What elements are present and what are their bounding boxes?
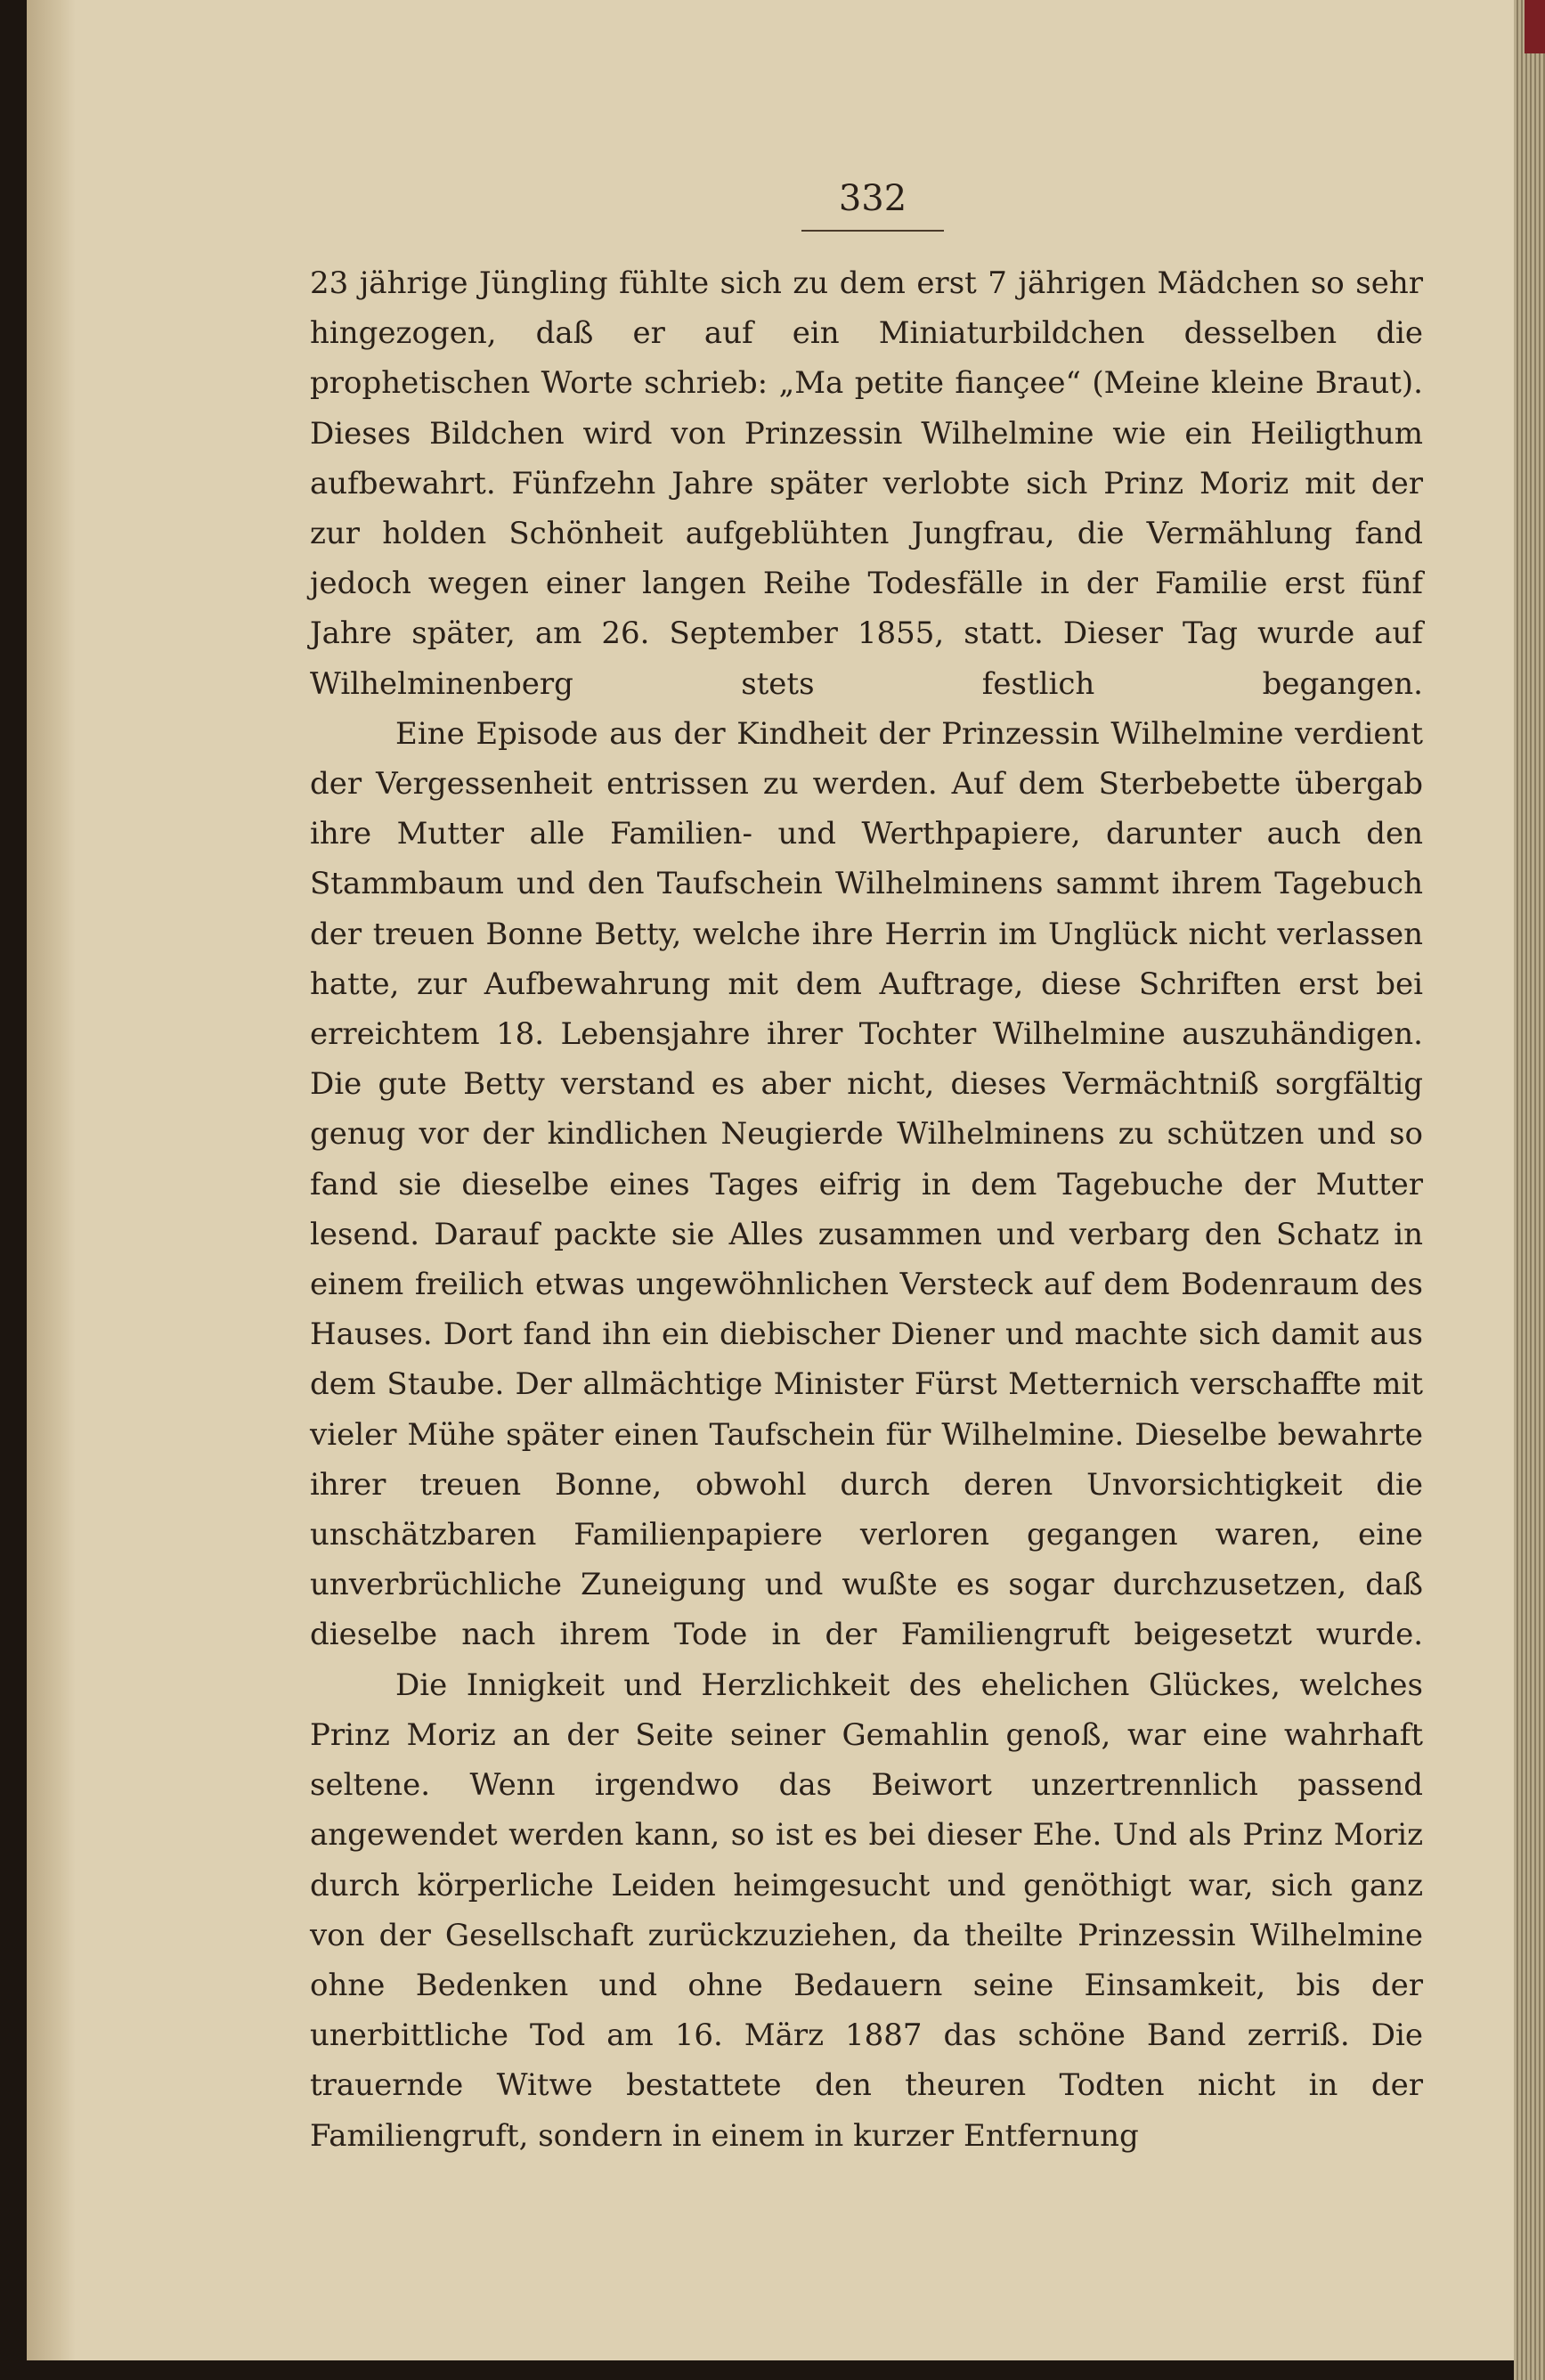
book-cover-corner [1525, 0, 1545, 53]
paragraph-2: Eine Episode aus der Kindheit der Prinzessin Wilhelmine verdient der Vergessenheit entrissen zu werden. Auf dem Sterbebette übergab ihre Mutter alle Familien- und Werthpapiere, darunter auch den Stammbaum und den Taufschein Wilhelminens sammt ihrem Tagebuch der treuen Bonne Betty, welche ihre Herrin im Unglück nicht verlassen hatte, zur Aufbewahrung mit dem Auftrage, diese Schriften erst bei erreichtem 18. Lebensjahre ihrer Tochter Wilhelmine auszuhändigen. Die gute Betty verstand es aber nicht, dieses Vermächtniß sorgfältig genug vor der kindlichen Neugierde Wilhelminens zu schützen und so fand sie dieselbe eines Tages eifrig in dem Tagebuche der Mutter lesend. Darauf packte sie Alles zusammen und verbarg den Schatz in einem freilich etwas ungewöhnlichen Versteck auf dem Bodenraum des Hauses. Dort fand ihn ein diebischer Diener und machte sich damit aus dem Staube. Der allmächtige Minister Fürst Metternich verschaffte mit vieler Mühe später einen Taufschein für Wilhelmine. Dieselbe bewahrte ihrer treuen Bonne, obwohl durch deren Unvorsichtigkeit die unschätzbaren Familienpapiere verloren gegangen waren, eine unverbrüchliche Zuneigung und wußte es sogar durchzusetzen, daß dieselbe nach ihrem Tode in der Familiengruft beigesetzt wurde. [310, 715, 1423, 1653]
spine-shadow [27, 0, 76, 2360]
page-edges [1514, 0, 1545, 2380]
page-number-rule [801, 230, 944, 232]
paragraph-1: 23 jährige Jüngling fühlte sich zu dem erst 7 jährigen Mädchen so sehr hingezogen, daß er auf ein Miniaturbildchen desselben die prophetischen Worte schrieb: „Ma petite fiançee“ (Meine kleine Braut). Dieses Bildchen wird von Prinzessin Wilhelmine wie ein Heiligthum aufbewahrt. Fünfzehn Jahre später verlobte sich Prinz Moriz mit der zur holden Schönheit aufgeblühten Jungfrau, die Vermählung fand jedoch wegen einer langen Reihe Todesfälle in der Familie erst fünf Jahre später, am 26. September 1855, statt. Dieser Tag wurde auf Wilhelminenberg stets festlich begangen. [310, 265, 1423, 702]
page-number: 332 [838, 178, 907, 219]
body-text [310, 258, 1423, 2161]
paragraph-3: Die Innigkeit und Herzlichkeit des ehelichen Glückes, welches Prinz Moriz an der Seite seiner Gemahlin genoß, war eine wahrhaft seltene. Wenn irgendwo das Beiwort unzertrennlich passend angewendet werden kann, so ist es bei dieser Ehe. Und als Prinz Moriz durch körperliche Leiden heimgesucht und genöthigt war, sich ganz von der Gesellschaft zurückzuziehen, da theilte Prinzessin Wilhelmine ohne Bedenken und ohne Bedauern seine Einsamkeit, bis der unerbittliche Tod am 16. März 1887 das schöne Band zerriß. Die trauernde Witwe bestattete den theuren Todten nicht in der Familiengruft, sondern in einem in kurzer Entfernung [310, 1667, 1423, 2154]
